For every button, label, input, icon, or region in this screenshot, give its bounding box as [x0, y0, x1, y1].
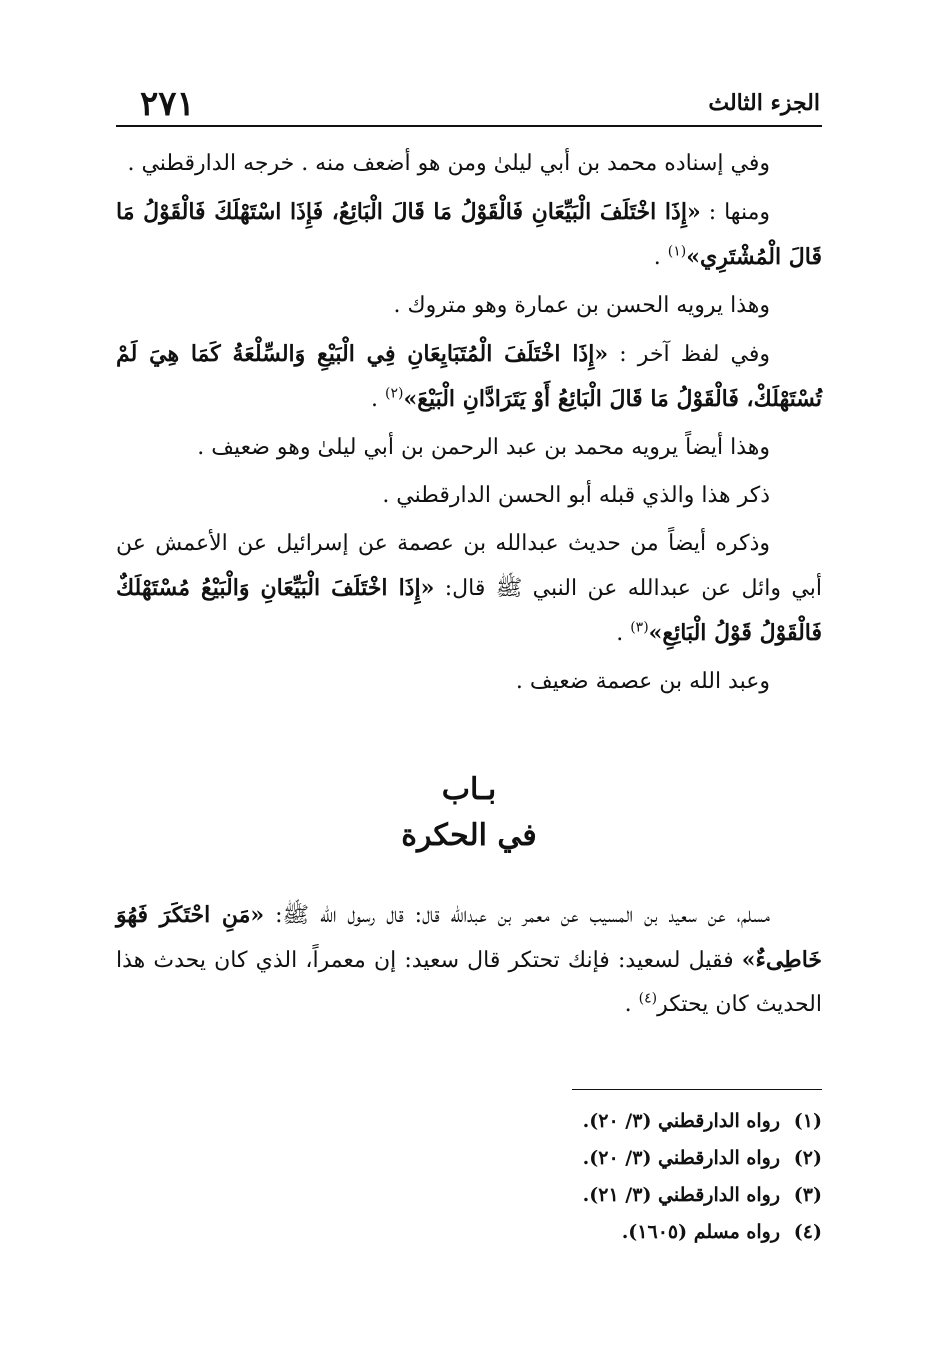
paragraph-text: . — [624, 992, 639, 1017]
paragraph-text: وفي إسناده محمد بن أبي ليلىٰ ومن هو أضعف منه . خرجه الدارقطني . — [127, 151, 770, 176]
footnote-reference: (٢) — [385, 385, 404, 402]
paragraph — [116, 474, 822, 518]
footnote-number: (٣) — [793, 1184, 822, 1206]
footnote-divider — [572, 1089, 822, 1090]
paragraph-text: . — [371, 387, 386, 412]
paragraph-text: وهذا يرويه الحسن بن عمارة وهو متروك . — [393, 293, 770, 318]
footnote-text: رواه مسلم (١٦٠٥). — [621, 1221, 780, 1243]
footnote-item — [583, 1103, 822, 1140]
footnote-item — [583, 1140, 822, 1177]
paragraph — [116, 332, 822, 422]
footnote-reference: (٣) — [630, 619, 649, 636]
paragraph — [116, 284, 822, 328]
paragraph — [116, 522, 822, 656]
footnote-number: (٢) — [793, 1147, 822, 1169]
chapter-heading: بـاب — [441, 772, 497, 807]
paragraph — [116, 190, 822, 280]
footnote-reference: (٤) — [638, 990, 658, 1007]
paragraph-text: . — [616, 621, 631, 646]
footnote-text: رواه الدارقطني (٣/ ٢٠). — [582, 1147, 780, 1169]
paragraph-text: ومنها : — [700, 200, 770, 225]
paragraph-text: وذكره أيضاً من حديث عبدالله بن عصمة عن إسرائيل عن الأعمش عن أبي وائل عن عبدالله عن النبي ﷺ قال: — [116, 531, 822, 601]
paragraph-text: وعبد الله بن عصمة ضعيف . — [515, 669, 770, 694]
hadith-quote: «إِذَا اخْتَلَفَ الْبَيِّعَانِ فَالْقَوْلُ مَا قَالَ الْبَائِعُ، فَإِذَا اسْتَهْلَكَ فَالْقَوْلُ مَا قَالَ الْمُشْتَرِي» — [116, 199, 822, 270]
running-header-title: الجزء الثالث — [708, 90, 820, 116]
paragraph — [116, 426, 822, 470]
footnote-item — [583, 1177, 822, 1214]
page-number: ٢٧١ — [140, 84, 195, 124]
paragraph-text: مسلم، عن سعيد بن المسيب عن معمر بن عبدالله قال: قال رسول الله ﷺ: — [264, 903, 770, 928]
paragraph-text: وهذا أيضاً يرويه محمد بن عبد الرحمن بن أبي ليلىٰ وهو ضعيف . — [197, 435, 770, 460]
paragraph — [116, 660, 822, 704]
paragraph-text: . — [653, 245, 668, 270]
paragraph-text: وفي لفظ آخر : — [608, 342, 770, 367]
hadith-quote: «إِذَا اخْتَلَفَ الْبَيِّعَانِ وَالْبَيْعُ مُسْتَهْلَكٌ فَالْقَوْلُ قَوْلُ الْبَائِعِ» — [116, 575, 822, 646]
header-divider — [116, 125, 822, 127]
paragraph-text: فقيل لسعيد: فإنك تحتكر قال سعيد: إن معمراً، الذي كان يحدث هذا الحديث كان يحتكر — [116, 948, 822, 1017]
paragraph — [116, 142, 822, 186]
chapter-text-block — [116, 893, 822, 1031]
main-text-block — [116, 142, 822, 708]
chapter-subheading: في الحكرة — [401, 818, 537, 853]
hadith-quote: «مَنِ احْتَكَرَ فَهُوَ خَاطِىءٌ» — [116, 902, 822, 973]
footnote-reference: (١) — [667, 243, 687, 260]
footnote-text: رواه الدارقطني (٣/ ٢٠). — [582, 1110, 780, 1132]
footnote-number: (٤) — [793, 1221, 822, 1243]
hadith-quote: «إِذَا اخْتَلَفَ الْمُتَبَايِعَانِ فِي الْبَيْعِ وَالسِّلْعَةُ كَمَا هِيَ لَمْ تُسْتَهْلَكْ، فَالْقَوْلُ مَا قَالَ الْبَائِعُ أَوْ يَتَرَادَّانِ الْبَيْعَ» — [116, 341, 822, 412]
footnote-text: رواه الدارقطني (٣/ ٢١). — [582, 1184, 780, 1206]
footnotes-list — [583, 1103, 822, 1251]
footnote-item — [583, 1214, 822, 1251]
paragraph — [116, 893, 822, 1027]
footnote-number: (١) — [793, 1110, 822, 1132]
paragraph-text: ذكر هذا والذي قبله أبو الحسن الدارقطني . — [382, 483, 770, 508]
